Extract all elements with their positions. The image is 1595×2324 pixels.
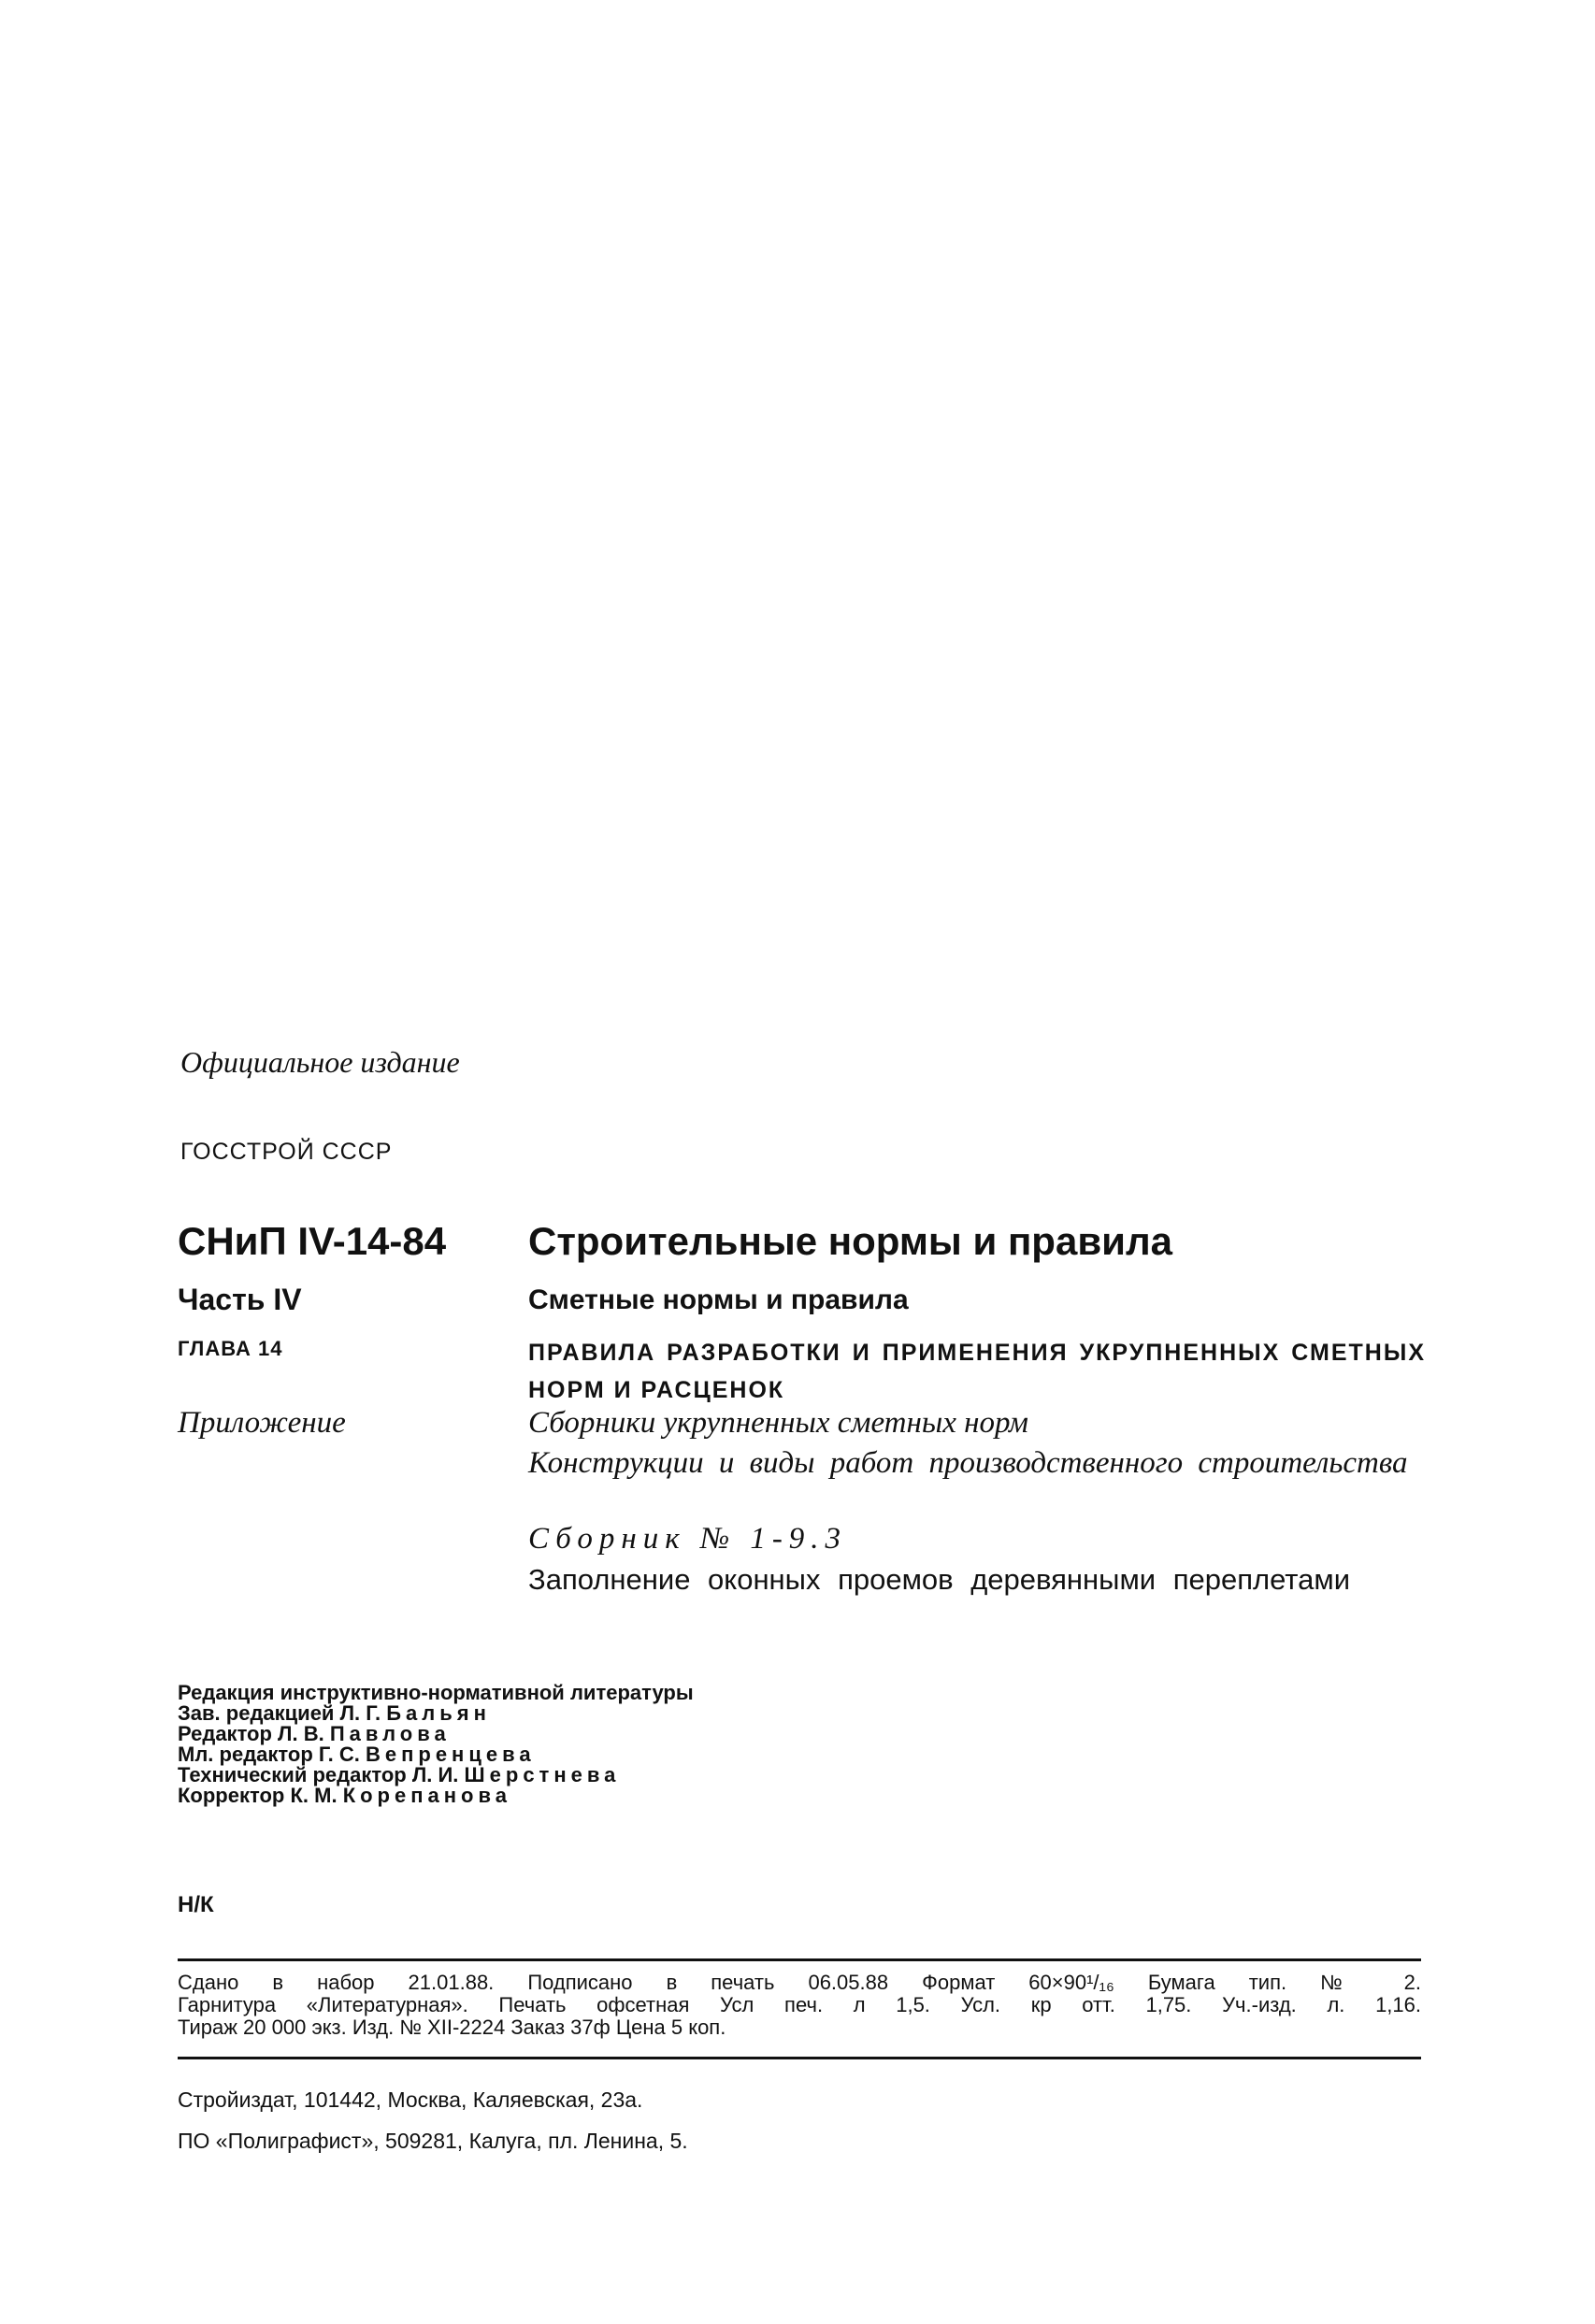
printer-address: ПО «Полиграфист», 509281, Калуга, пл. Ленина, 5. <box>178 2129 688 2153</box>
snip-code: СНиП IV-14-84 <box>178 1219 447 1263</box>
publisher-address: Стройиздат, 101442, Москва, Каляевская, 23а. <box>178 2087 643 2112</box>
collection-title: Заполнение оконных проемов деревянными переплетами <box>528 1563 1351 1596</box>
credit-head-editor-name: Бальян <box>386 1701 491 1725</box>
credit-corrector-name: Корепанова <box>342 1784 511 1807</box>
official-edition-label: Официальное издание <box>180 1045 460 1079</box>
credit-tech-editor-label: Технический редактор Л. И. <box>178 1763 459 1786</box>
chapter-label: ГЛАВА 14 <box>178 1337 283 1360</box>
credit-editor-label: Редактор Л. В. <box>178 1722 324 1745</box>
part-label: Часть IV <box>178 1283 302 1316</box>
imprint-line-2: Гарнитура «Литературная». Печать офсетная Усл печ. л 1,5. Усл. кр отт. 1,75. Уч.-изд. л. 1,16. <box>178 1993 1421 2016</box>
publisher-info <box>178 2079 688 2161</box>
credit-junior-editor-name: Вепренцева <box>365 1743 536 1766</box>
part-title: Сметные нормы и правила <box>528 1284 909 1315</box>
credit-head-editor-label: Зав. редакцией Л. Г. <box>178 1701 381 1725</box>
credit-junior-editor <box>178 1744 694 1765</box>
imprint-top-rule <box>178 1958 1421 1961</box>
credit-head-editor <box>178 1703 694 1724</box>
credit-junior-editor-label: Мл. редактор Г. С. <box>178 1743 360 1766</box>
chapter-title: ПРАВИЛА РАЗРАБОТКИ И ПРИМЕНЕНИЯ УКРУПНЕННЫХ СМЕТНЫХ НОРМ И РАСЦЕНОК <box>528 1340 1426 1403</box>
appendix-label: Приложение <box>178 1406 346 1440</box>
imprint-line-3: Тираж 20 000 экз. Изд. № XII-2224 Заказ 37ф Цена 5 коп. <box>178 2016 726 2039</box>
credit-tech-editor-name: Шерстнева <box>464 1763 621 1786</box>
collection-number: Сборник № 1-9.3 <box>528 1522 848 1556</box>
credit-corrector <box>178 1786 694 1806</box>
main-title: Строительные нормы и правила <box>528 1219 1173 1263</box>
credit-editor <box>178 1724 694 1744</box>
editorial-credits <box>178 1683 694 1806</box>
appendix-work-types: Конструкции и виды работ производственного строительства <box>528 1446 1408 1480</box>
agency-name: ГОССТРОЙ СССР <box>180 1139 393 1165</box>
appendix-collections-title: Сборники укрупненных сметных норм <box>528 1406 1028 1440</box>
imprint-bottom-rule <box>178 2057 1421 2059</box>
credit-editor-name: Павлова <box>329 1722 451 1745</box>
print-imprint <box>178 1972 1421 2039</box>
editorial-office: Редакция инструктивно-нормативной литературы <box>178 1681 694 1704</box>
nk-mark: Н/К <box>178 1892 214 1917</box>
imprint-line-1: Сдано в набор 21.01.88. Подписано в печать 06.05.88 Формат 60×90¹/₁₆ Бумага тип. № 2. <box>178 1971 1421 1994</box>
credit-tech-editor <box>178 1765 694 1786</box>
credit-corrector-label: Корректор К. М. <box>178 1784 338 1807</box>
